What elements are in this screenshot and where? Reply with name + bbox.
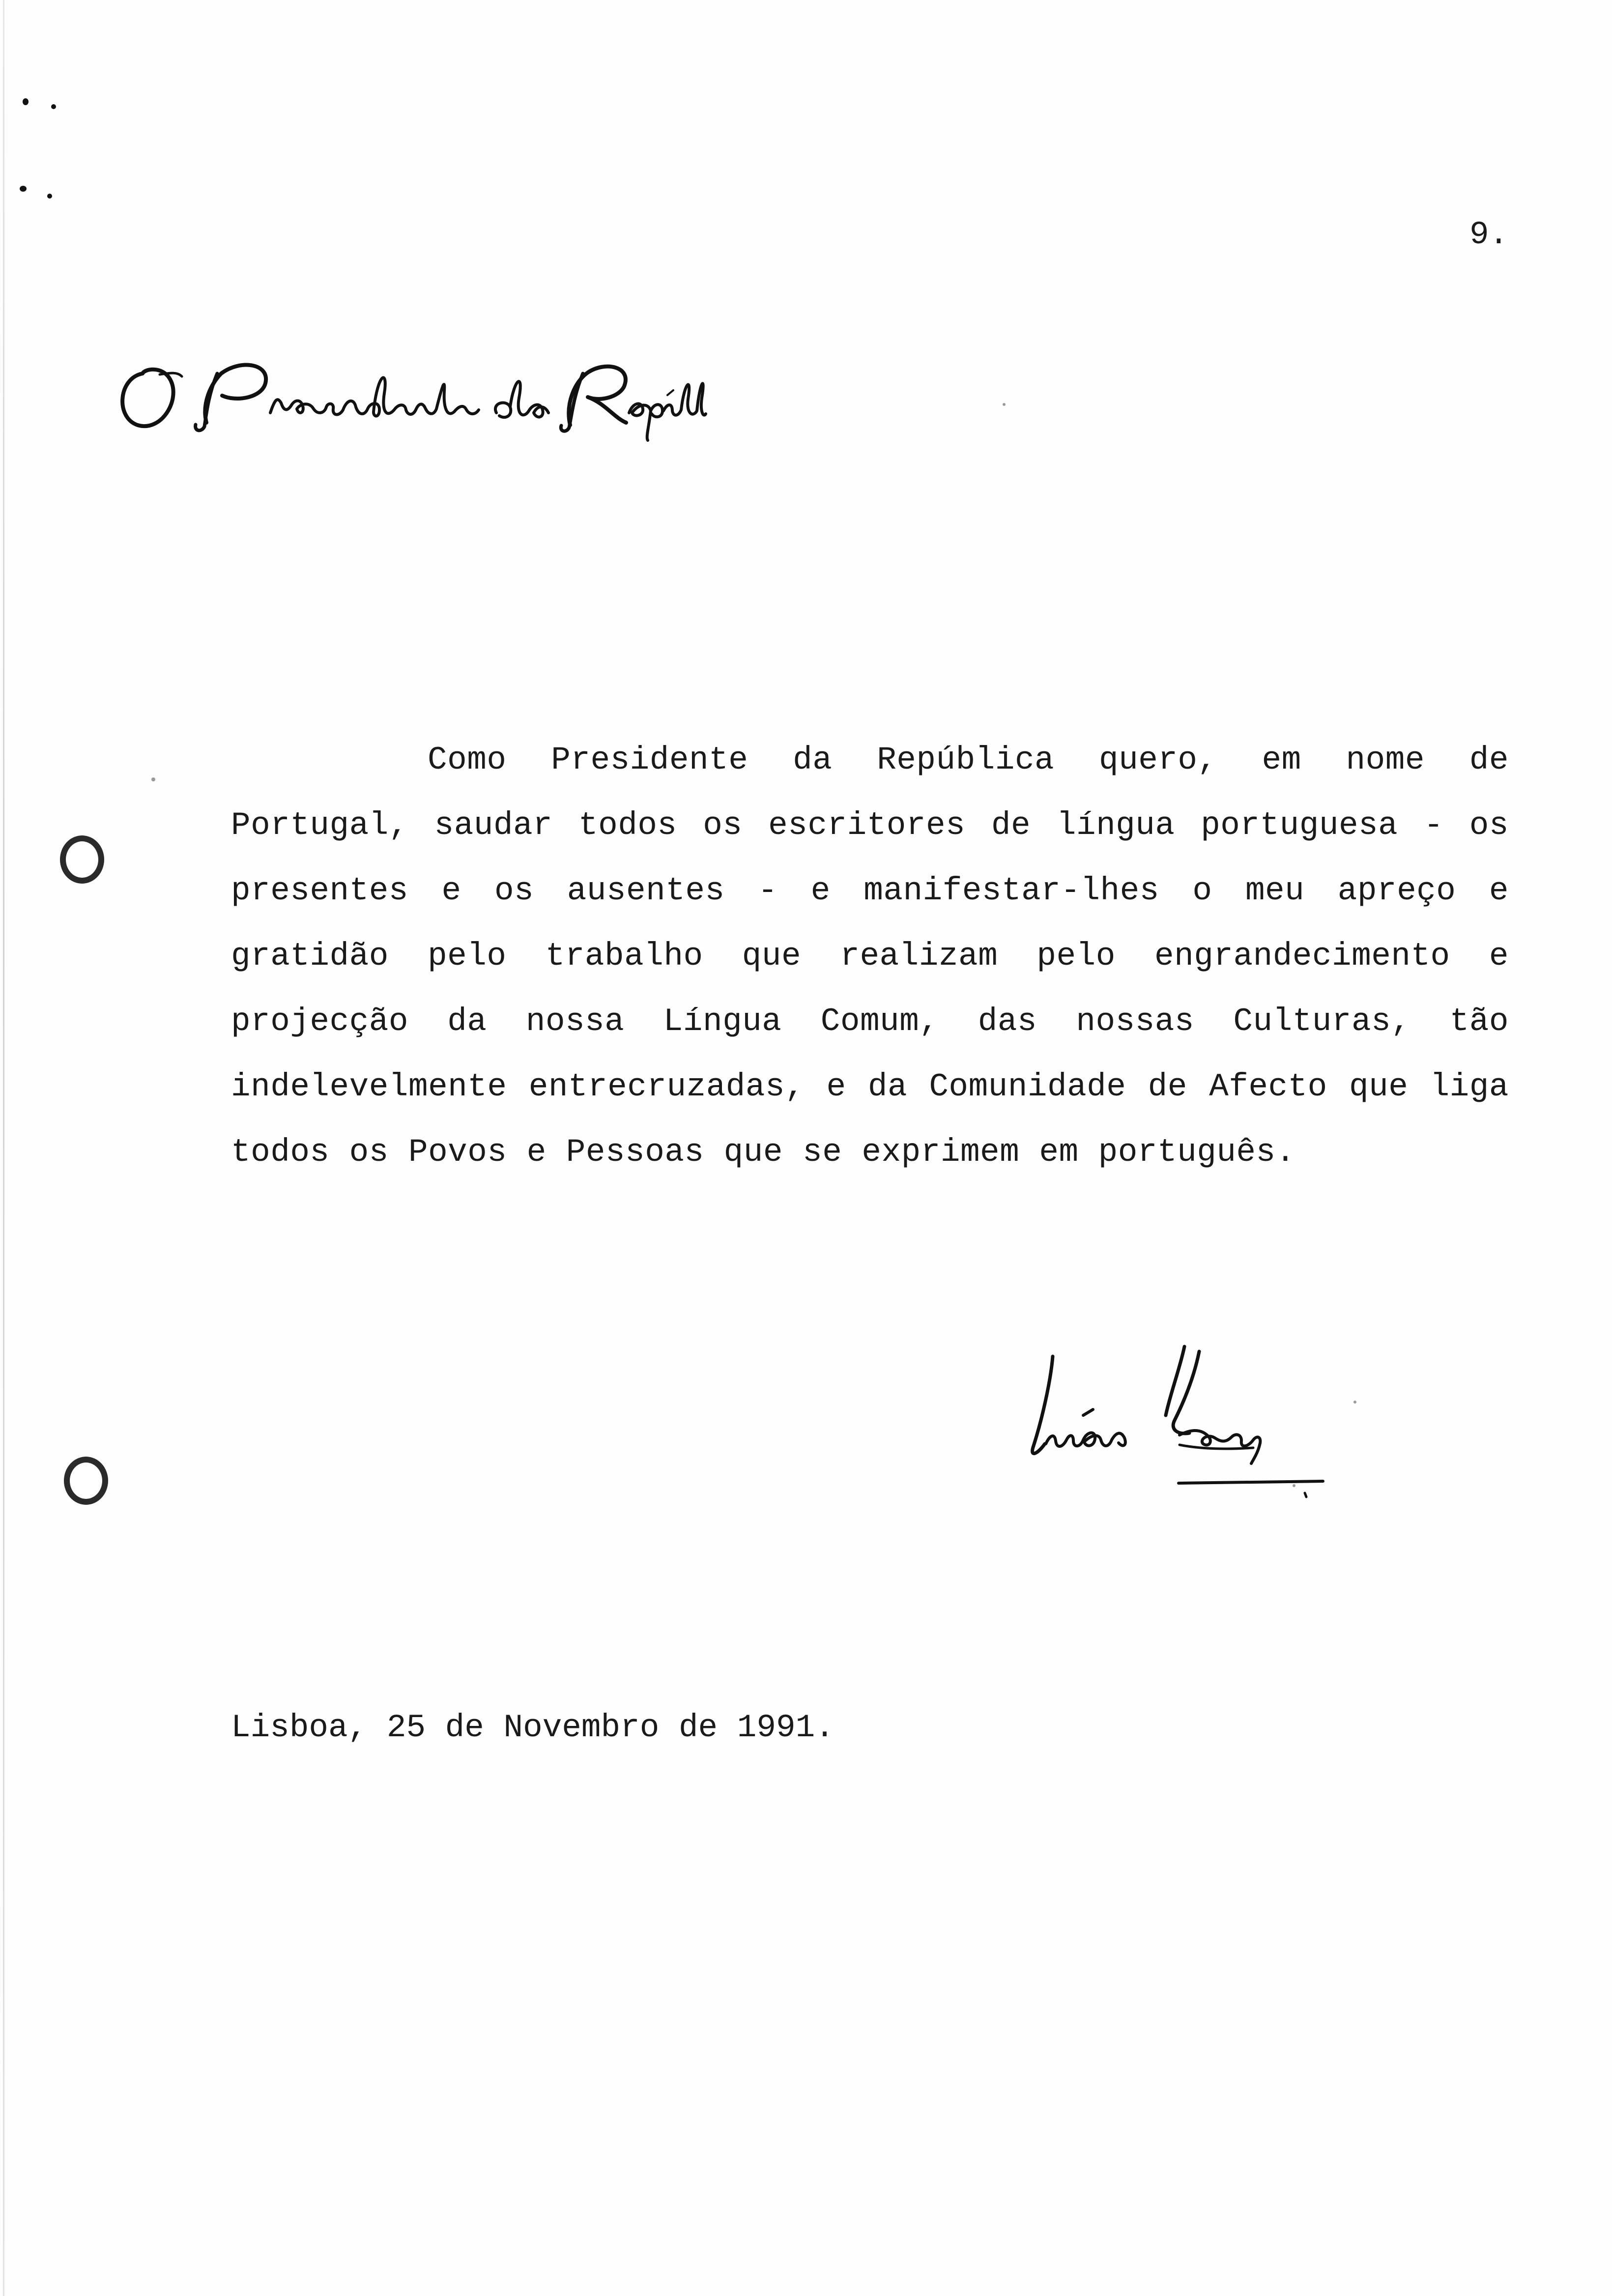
punch-hole bbox=[64, 1457, 108, 1505]
scan-speck bbox=[51, 104, 56, 109]
date-line: Lisboa, 25 de Novembro de 1991. bbox=[231, 1709, 835, 1746]
scan-speck bbox=[20, 186, 27, 192]
signature bbox=[1022, 1337, 1366, 1499]
letterhead-script-graphic bbox=[108, 344, 708, 442]
punch-hole bbox=[60, 835, 104, 884]
scan-speck bbox=[1003, 403, 1006, 406]
scan-edge bbox=[3, 0, 4, 2296]
body-paragraph: Como Presidente da República quero, em nome de Portugal, saudar todos os escritores de língua portuguesa - os presentes e os ausentes - e manifestar-lhes o meu apreço e gratidão pelo trabalho que realizam pelo engrandecimento e projecção da nossa Língua Comum, das nossas Culturas, tão indelevelmente entrecruzadas, e da Comunidade de Afecto que liga todos os Povos e Pessoas que se exprimem em português. bbox=[231, 742, 1509, 1171]
scan-speck bbox=[23, 98, 29, 105]
scan-speck bbox=[47, 194, 52, 199]
letterhead-title bbox=[108, 344, 708, 442]
scan-speck bbox=[151, 777, 155, 781]
signature-graphic bbox=[1022, 1337, 1366, 1499]
page-number: 9. bbox=[1469, 216, 1509, 253]
